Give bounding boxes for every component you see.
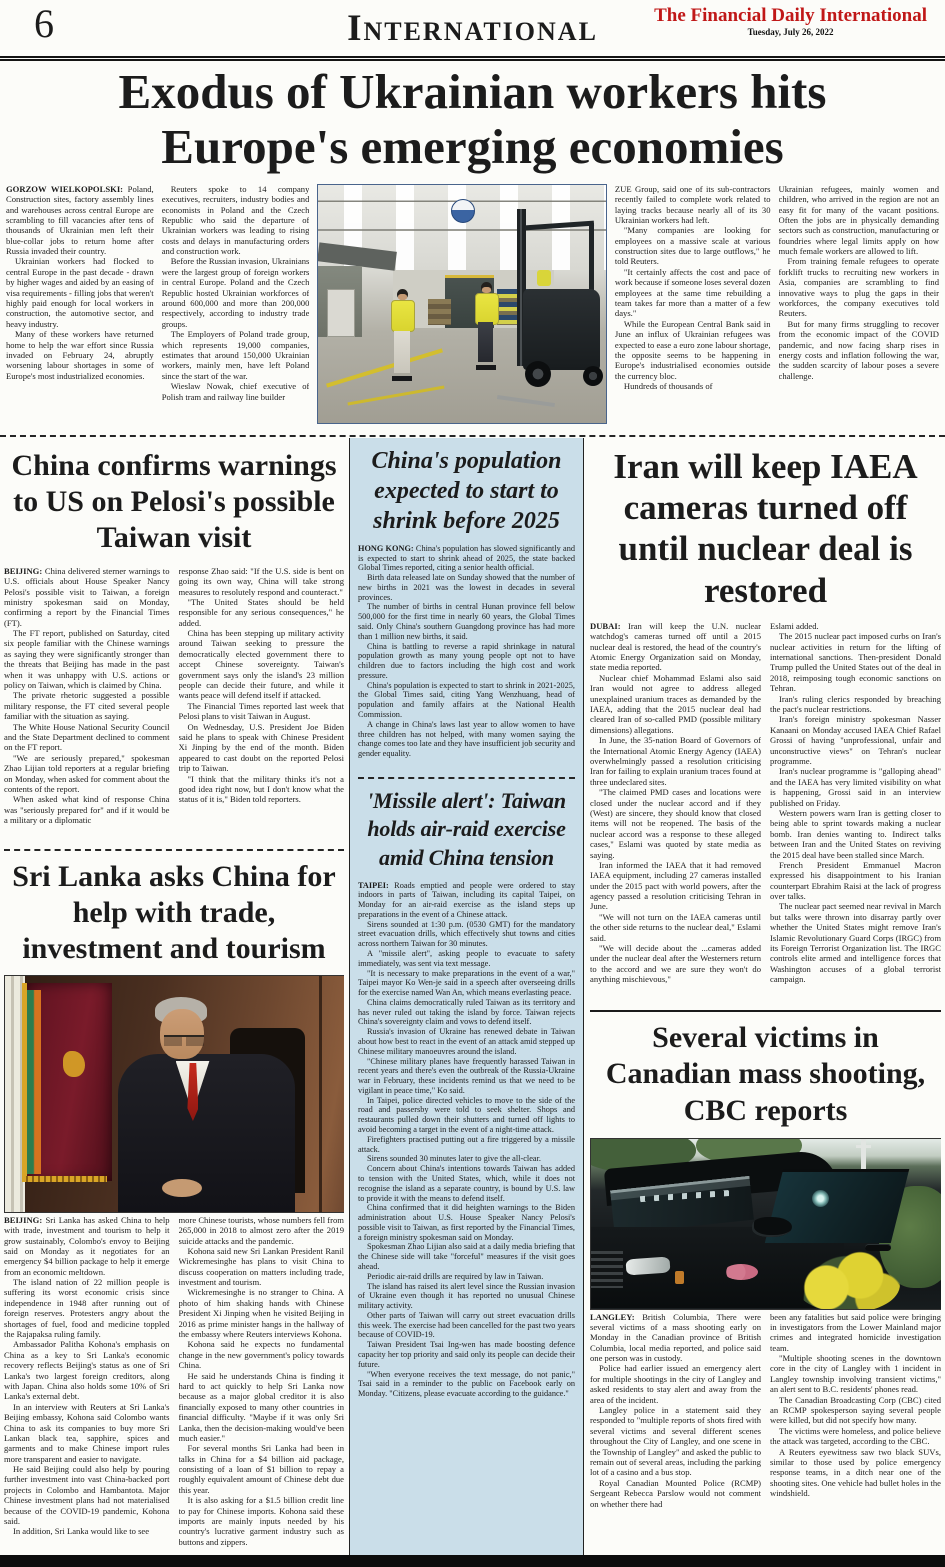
article-paragraph: response Zhao said: "If the U.S. side is bent on going its own way, China will take strong measures to resolutely respond and counteract." [178, 565, 344, 597]
bullet-hole [812, 1190, 829, 1207]
article-paragraph: Nuclear chief Mohammad Eslami also said Iran would not agree to address alleged unexplained uranium traces as demanded by the IAEA, adding that the 2015 nuclear deal had cleared Iran of so-called PMD (possible military dimensions) allegations. [590, 672, 761, 735]
article-headline: 'Missile alert': Taiwan holds air-raid exercise amid China tension [367, 787, 566, 870]
paragraph-list [590, 1363, 761, 1508]
paragraph-list [4, 628, 170, 825]
text-column [590, 621, 761, 1021]
paragraph-list [358, 920, 575, 1399]
article-paragraph: He said Beijing could also help by pouring further investment into vast China-backed port projects in Colombo and Hambantota. Major Chinese investment plans had not materialised because of the COVID-19 pandemic, Kohona said. [4, 1464, 170, 1527]
article-paragraph: Ambassador Palitha Kohona's emphasis on China as a key to Sri Lanka's economic recovery reflects Beijing's status as one of Sri Lanka's two largest foreign creditors, along with Japan. China also holds some 10% of Sri Lanka's external debt. [4, 1339, 170, 1402]
article-paragraph: A Reuters eyewitness saw two black SUVs, similar to those used by police emergency response teams, in a ditch near one of the shooting sites. One vehicle had bullet holes in the windshield. [770, 1446, 941, 1499]
article-paragraph: been any fatalities but said police were bringing in investigators from the Lower Mainland major crimes and integrated homicide investigation team. [770, 1311, 941, 1353]
article-paragraph: ZUE Group, said one of its sub-contractors recently failed to complete work related to laying tracks because nearly all of its 30 Ukrainian workers had left. [614, 183, 771, 225]
article-paragraph: The victims were homeless, and police believe the attack was targeted, according to the CBC. [770, 1425, 941, 1447]
article-paragraph: Concern about China's intentions towards Taiwan has added to tension with the United States, which, while it does not recognise the island as a separate country, is bound by U.S. law to provide it with the means to defend itself. [358, 1164, 575, 1203]
article-paragraph: Hundreds of thousands of [623, 381, 713, 392]
paragraph-list [770, 1353, 941, 1498]
forklift-wheel [583, 366, 603, 386]
article-paragraph: While the European Central Bank said in June an influx of Ukrainian refugees was expected to ease a euro zone labour shortage, the opposite seems to be happening in Europe's industrialised economies outside the currency bloc. [614, 318, 771, 381]
article-columns [590, 621, 941, 1021]
issue-date: Tuesday, July 26, 2022 [747, 26, 834, 37]
worker-shoes [476, 365, 496, 370]
article-paragraph: It is also asking for a $1.5 billion credit line to pay for Chinese imports. Kohona said these imports are mainly inputs needed by his country's lucrative garment industry such as buttons and zippers. [178, 1495, 344, 1547]
article-paragraph: Langley police in a statement said they responded to "multiple reports of shots fired with several victims and several different scenes throughout the City of Langley, and one scene in the Township of Langley" and asked the public to remain out of several areas, including the parking lot of a casino and a bus stop. [590, 1405, 761, 1478]
worker-figure-left [390, 289, 416, 381]
article-paragraph: "Many companies are looking for employees on a massive scale at various construction sites due to large outflows," he told Reuters. [614, 225, 771, 267]
section-rule [0, 435, 945, 437]
article-paragraph [4, 566, 170, 628]
worker-shoes [392, 376, 412, 381]
paragraph-list [590, 673, 761, 985]
article-paragraph: "The United States should be held responsible for any serious consequences," he added. [178, 596, 344, 628]
forklift-body [523, 289, 601, 370]
ambassador-suit [118, 1054, 295, 1212]
article-paragraph: In an interview with Reuters at Sri Lanka's Beijing embassy, Kohona said Colombo wants China to ask its companies to buy more Sri Lankan black tea, sapphire, spices and garments and to make Chinese import rules more transparent and easier to navigate. [4, 1401, 170, 1464]
text-column [4, 566, 170, 850]
eyeglasses [164, 1035, 204, 1046]
article-paragraph: The Employers of Poland trade group, which represents 19,000 companies, estimates that around 150,000 Ukrainian workers, mainly men, have left Poland since the start of the war. [161, 329, 310, 381]
article-paragraph: "The claimed PMD cases and locations were closed under the nuclear accord and if they (West) are sincere, they should know that closed items will not be reopened. The basis of the nuclear accord was a response to these alleged cases," Eslami was quoted by state media as saying. [590, 787, 761, 860]
article-columns [590, 1312, 941, 1562]
forklift-driver-vest [537, 270, 551, 286]
paragraph-list [6, 256, 154, 381]
front-grille [591, 1251, 623, 1288]
text-column [4, 1215, 170, 1567]
article-paragraph: Russia's invasion of Ukraine has renewed debate in Taiwan about how best to react in the event of an attack amid stepped up Chinese military manoeuvres around the island. [358, 1027, 575, 1056]
dateline: GORZOW WIELKOPOLSKI: [6, 183, 124, 194]
article-headline: Iran will keep IAEA cameras turned off until nuclear deal is restored [613, 446, 918, 610]
article-paragraph: "We are seriously prepared," spokesman Zhao Lijian told reporters at a regular briefing on Monday, when asked for comment about the contents of the report. [4, 752, 170, 794]
article-columns [4, 1215, 344, 1567]
paragraph-text: Roads emptied and people were ordered to stay indoors in parts of Taiwan, including its capital Taipei, on Monday for an air-raid exercise as the island steps up preparations in the event of a Chinese attack. [358, 880, 575, 919]
article-paragraph [6, 184, 154, 257]
article-paragraph: The nuclear pact seemed near revival in March but talks were thrown into disarray partly over whether the United States might remove Iran's Islamic Revolutionary Guard Corps (IRGC) from its Foreign Terrorist Organization list. The IRGC controls elite armed and intelligence forces that Washington accuses of a global terrorist campaign. [770, 901, 941, 985]
article-paragraph: Ukrainian workers had flocked to central Europe in the past decade - drawn by higher wages and aided by an easing of visa requirements - filling jobs that weren't highly paid enough for local workers in construction, the automotive sector, and heavy industry. [6, 256, 154, 329]
paragraph-list [179, 597, 345, 805]
article-headline: China confirms warnings to US on Pelosi's possible Taiwan visit [11, 448, 337, 554]
article-paragraph [358, 881, 575, 920]
paragraph-list [615, 225, 771, 391]
hanging-sign [451, 199, 475, 223]
article-paragraph: Iran's ruling clerics responded by breaching the pact's nuclear restrictions. [770, 693, 941, 715]
article-sri-lanka [4, 852, 344, 1567]
article-paragraph: "We will decide about the ...cameras added under the nuclear deal after the Westerners return to the accord and we are sure they won't do anything mischievous," [590, 943, 761, 985]
article-paragraph: "It is necessary to make preparations in the event of a war," Taipei mayor Ko Wen-je said in a speech after overseeing drills for the exercise named Wan An, which means everlasting peace. [358, 968, 575, 998]
lead-headline: Exodus of Ukrainian workers hits Europe's emerging economies [118, 64, 827, 175]
article-paragraph: French President Emmanuel Macron expressed his disappointment to his Iranian counterpart Ebrahim Raisi at the lack of progress over talks. [770, 859, 941, 902]
article-pelosi-warnings [4, 440, 344, 848]
left-column-region [0, 438, 349, 1567]
dateline: LANGLEY: [590, 1311, 635, 1322]
hi-vis-vest [475, 293, 499, 325]
article-paragraph: The FT report, published on Saturday, cited six people familiar with the Chinese warnings as saying they were significantly stronger than the threats that Beijing has made in the past when it was unhappy with U.S. actions or policy on Taiwan, which is claimed by China. [4, 628, 170, 691]
article-taiwan-drill [358, 780, 575, 1567]
article-headline: Sri Lanka asks China for help with trade, investment and tourism [12, 859, 336, 965]
dateline: DUBAI: [590, 620, 621, 631]
article-paragraph: Many of these workers have returned home to help the war effort since Russia invaded on February 24, abruptly worsening labour shortages in some of Europe's most industrialized economies. [6, 329, 154, 381]
paragraph-list [179, 1246, 345, 1547]
flag-stripes [27, 990, 41, 1174]
paragraph-text: Poland, Construction sites, factory assembly lines and warehouses across central Europe are scrambling to fill vacancies after tens of thousands of Ukrainian men left their blue-collar jobs to return home after Russia invaded their country. [6, 183, 154, 257]
paragraph-text: Iran will keep the U.N. nuclear watchdog's cameras turned off until a 2015 nuclear deal is restored, the head of the country's Atomic Energy Organization said on Monday, state media reported. [590, 620, 761, 673]
article-paragraph: Wieslaw Nowak, chief executive of Polish tram and railway line builder [161, 381, 310, 402]
article-paragraph: Iran's nuclear programme is "galloping ahead" and the IAEA has very limited visibility on what is happening, Grossi said in an interview published on Friday. [770, 766, 941, 808]
dateline: BEIJING: [4, 565, 43, 576]
text-column [770, 1312, 941, 1562]
article-paragraph: Firefighters practised putting out a fire triggered by a missile attack. [358, 1134, 575, 1154]
middle-column-region [349, 438, 584, 1567]
article-paragraph: "I think that the military thinks it's not a good idea right now, but I don't know what the status of it is," Biden told reporters. [178, 773, 344, 805]
article-iran-iaea [590, 440, 941, 1010]
lead-column-2 [162, 184, 310, 428]
article-paragraph: China confirmed that it did heighten warnings to the Biden administration about U.S. House Speaker Nancy Pelosi's possible visit to Taiwan, as first reported by the Financial Times, a foreign ministry spokesman said on Monday. [358, 1203, 575, 1242]
dateline: TAIPEI: [358, 880, 389, 890]
article-paragraph: Iran informed the IAEA that it had removed IAEA equipment, including 27 cameras installed under the 2015 pact with world powers, after the agency passed a resolution criticising Tehran in June. [590, 859, 761, 912]
paragraph-text: Sri Lanka has asked China to help with trade, investment and tourism to help it grow sustainably, Colombo's envoy to Beijing said on Monday as it negotiates for an emergency $4 billion package to help it emerge from an economic meltdown. [4, 1214, 170, 1277]
article-paragraph: "Multiple shooting scenes in the downtown core in the city of Langley with 1 incident in Langley township involving transient victims," an alert sent to B.C. residents' phones read. [770, 1353, 941, 1395]
article-paragraph: more Chinese tourists, whose numbers fell from 265,000 in 2018 to almost zero after the 2019 suicide attacks and the pandemic. [178, 1214, 344, 1246]
paragraph-text: China delivered sterner warnings to U.S. officials about House Speaker Nancy Pelosi's possible visit to Taiwan, a foreign ministry spokesman said on Monday, confirming a report by the Financial Times (FT). [4, 565, 170, 628]
article-paragraph: Spokesman Zhao Lijian also said at a daily media briefing that the Chinese side will take "forceful" measures if the visit goes ahead. [358, 1242, 575, 1271]
article-paragraph: China is battling to reverse a rapid shrinkage in natural population growth as many young people opt not to have children due to factors including the high cost and work pressure. [358, 641, 575, 680]
article-paragraph: The Financial Times reported last week that Pelosi plans to visit Taiwan in August. [178, 700, 344, 722]
article-paragraph: The private rhetoric suggested a possible military response, the FT cited several people familiar with the situation as saying. [4, 690, 170, 722]
article-paragraph: Wickremesinghe is no stranger to China. A photo of him shaking hands with Chinese President Xi Jinping when he visited Beijing in 2016 as prime minister hangs in the hallway of the embassy where Reuters interviews Kohona. [178, 1287, 344, 1340]
article-paragraph: The island nation of 22 million people is suffering its worst economic crisis since independence in 1948 after running out of foreign reserves. Protesters angry about the shortages of fuel, food and medicine toppled the Rajapaksa ruling family. [4, 1277, 170, 1340]
article-paragraph: He said he understands China is finding it hard to act quickly to help Sri Lanka now because as a major global creditor it is also financially exposed to many other countries in financial difficulty. "Maybe if it was only Sri Lanka, then the decision-making would've been much easier." [178, 1370, 344, 1443]
dateline: BEIJING: [4, 1214, 43, 1225]
door-handle [865, 1244, 891, 1251]
text-column [770, 621, 941, 1021]
article-paragraph: Sirens sounded 30 minutes later to give the all-clear. [367, 1154, 541, 1164]
article-paragraph: Periodic air-raid drills are required by law in Taiwan. [367, 1271, 544, 1281]
masthead-block [654, 6, 927, 37]
article-paragraph: Other parts of Taiwan will carry out street evacuation drills this week. The exercise had been cancelled for the past two years because of COVID-19. [358, 1310, 575, 1340]
article-paragraph: The island has raised its alert level since the Russian invasion of Ukraine even though it has reported no unusual Chinese military activity. [358, 1281, 575, 1311]
clasped-hands [162, 1179, 202, 1197]
article-paragraph: "It certainly affects the cost and pace of work because if someone loses several dozen employees at the same time rebuilding a team takes far more than a matter of a few days." [614, 266, 771, 319]
article-paragraph: Iran's foreign ministry spokesman Nasser Kanaani on Monday accused IAEA Chief Rafael Grossi of having "unprofessional, unfair and unconstructive views" on Tehran's nuclear programme. [770, 714, 941, 766]
article-paragraph: In Taipei, police directed vehicles to move to the side of the road and passersby were told to seek shelter. Shops and restaurants pulled down their shutters and turned off lights to avoid becoming a target in the event of a night-time attack. [358, 1095, 575, 1135]
article-paragraph: From training female refugees to operate forklift trucks to recruiting new workers in Asia, companies are scrambling to find innovative ways to plug the gaps in their workforces, the company executives told Reuters. [778, 256, 939, 319]
article-paragraph: "We will not turn on the IAEA cameras until the other side returns to the nuclear deal," Eslami said. [590, 911, 761, 943]
side-marker-light [675, 1271, 684, 1284]
article-canada-shooting [590, 1012, 941, 1567]
article-paragraph: When asked what kind of response China was "seriously prepared for" and if it would be a military or a diplomatic [4, 794, 170, 826]
lead-column-4 [615, 184, 771, 428]
page-grid [0, 438, 945, 1567]
article-paragraph: Eslami added. [770, 620, 819, 631]
article-paragraph: The 2015 nuclear pact imposed curbs on Iran's nuclear activities in return for the lifting of international sanctions. Then-president Donald Trump pulled the United States out of the deal in 2018, reimposing tough economic sanctions on Tehran. [770, 631, 941, 694]
article-paragraph: In June, the 35-nation Board of Governors of the International Atomic Energy Agency (IAEA) overwhelmingly passed a resolution criticising Iran for failing to explain uranium traces found at three undeclared sites. [590, 735, 761, 787]
article-paragraph: But for many firms struggling to recover from the economic impact of the COVID pandemic, and now facing sharp rises in energy costs and inflation following the war, the sudden scarcity of labour poses a severe challenge. [778, 318, 939, 381]
paragraph-list [779, 256, 940, 381]
article-paragraph: Police had earlier issued an emergency alert for multiple shootings in the city of Langley and asked residents to stay alert and away from the area of the incident. [590, 1363, 761, 1405]
lead-column-1 [6, 184, 154, 428]
article-paragraph [4, 1215, 170, 1277]
text-column [179, 566, 345, 850]
article-paragraph [590, 621, 761, 673]
canada-photo-suv [590, 1138, 941, 1310]
right-column-region [584, 438, 945, 1567]
article-paragraph: A "missile alert", asking people to evacuate to safety immediately, was sent via text message. [358, 948, 575, 968]
lead-photo-warehouse [317, 184, 607, 424]
headlight [626, 1256, 671, 1275]
hi-vis-vest [391, 300, 415, 332]
paragraph-text: British Columbia, There were several victims of a mass shooting early on Monday in the Canadian province of British Columbia, local media reported, and police said one person was in custody. [590, 1311, 761, 1364]
worker-figure-right [474, 282, 498, 370]
article-paragraph: "When everyone receives the text message, do not panic," Tsai said in a reminder to the public on Facebook early on Monday. "Citizens, please evacuate according to the guidance." [358, 1369, 575, 1399]
article-paragraph: The number of births in central Hunan province fell below 500,000 for the first time in nearly 60 years, the Global Times said. Only China's southern Guangdong province has had more than 1 million new births, it said. [358, 602, 575, 641]
sri-lanka-photo-ambassador [4, 975, 344, 1213]
article-paragraph: Before the Russian invasion, Ukrainians were the largest group of foreign workers in central Europe. Poland and the Czech Republic hosted Ukrainian workforces of around 600,000 and more than 200,000 respectively, according to industry trade groups. [161, 256, 310, 329]
article-paragraph: Royal Canadian Mounted Police (RCMP) Sergeant Rebecca Parslow would not comment on whether there had [590, 1477, 761, 1509]
article-paragraph: Kohona said new Sri Lankan President Ranil Wickremesinghe has plans to visit China to discuss cooperation on matters including trade, investment and tourism. [178, 1245, 344, 1288]
flag-lion-emblem [63, 1051, 85, 1077]
article-paragraph: China's population is expected to start to shrink in 2021-2025, the Global Times said, citing Yang Wenzhuang, head of population and family affairs at the National Health Commission. [358, 680, 575, 719]
article-headline: China's population expected to start to shrink before 2025 [371, 447, 562, 534]
forklift-wheel [525, 361, 551, 387]
article-china-population [358, 440, 575, 776]
text-column [590, 1312, 761, 1562]
article-paragraph: For several months Sri Lanka had been in talks in China for a $4 billion aid package, consisting of a loan of $1 billion to repay a roughly equivalent amount of Chinese debt due this year. [178, 1443, 344, 1495]
side-mirror [752, 1217, 792, 1237]
pallet-boxes [428, 299, 451, 325]
page-header [0, 0, 945, 56]
article-paragraph: On Wednesday, U.S. President Joe Biden said he plans to speak with Chinese President Xi Jinping by the end of the month. Biden appeared to cast doubt on the reported Pelosi trip to Taiwan. [178, 721, 344, 774]
article-paragraph: Kohona said he expects no fundamental change in the new government's policy towards China. [178, 1339, 344, 1371]
article-paragraph [590, 1312, 761, 1364]
article-paragraph: "Chinese military planes have frequently harassed Taiwan in recent years and there's even the outbreak of the Russia-Ukraine war in February, these incidents remind us that we need to be vigilant in peace time," Ko said. [358, 1056, 575, 1095]
article-paragraph: The Canadian Broadcasting Corp (CBC) cited an RCMP spokesperson saying several people were killed, but did not specify how many. [770, 1394, 941, 1426]
flag-fringe [22, 1176, 107, 1182]
article-paragraph [358, 544, 575, 573]
paragraph-text: China's population has slowed significantly and is expected to start to shrink ahead of 2025, the state backed Global Times reported, citing a senior health official. [358, 543, 575, 573]
floor-marking [348, 386, 445, 406]
article-rule [358, 777, 575, 779]
paragraph-list [358, 573, 575, 759]
article-paragraph: Ukrainian refugees, mainly women and children, who arrived in the region are not an easy fit for many of the vacant positions. Often the jobs are in physically demanding sectors such as construction, manufacturing or foundries where legal limits apply on how much female workers are allowed to lift. [778, 183, 939, 257]
article-paragraph: China claims democratically ruled Taiwan as its territory and has never ruled out taking the island by force. Taiwan rejects China's sovereignty claim and vows to defend itself. [358, 997, 575, 1027]
article-paragraph: Sirens sounded at 1:30 p.m. (0530 GMT) for the mandatory street evacuation drills, which effectively shut towns and cities across northern Taiwan for 30 minutes. [358, 919, 575, 949]
worker-legs [394, 331, 410, 373]
article-paragraph: China has been stepping up military activity around Taiwan seeking to pressure the democratically elected government there to accept Chinese sovereignty. Taiwan's government says only the island's 23 million people can decide their future, and while it wants peace will defend itself if attacked. [178, 628, 344, 701]
yellow-flowers [795, 1251, 900, 1310]
lead-article-body [0, 180, 945, 434]
article-paragraph: A change in China's laws last year to allow women to have three children has not helped, with many women saying the change comes too late and they have insufficient job security and gender equality. [358, 719, 575, 759]
article-paragraph: The White House National Security Council and the State Department declined to comment on the FT report. [4, 721, 170, 753]
article-columns [4, 566, 344, 850]
article-paragraph: Reuters spoke to 14 company executives, recruiters, industry bodies and economists in Poland and the Czech Republic who said the departure of Ukrainian workers was leading to rising costs and delays in manufacturing orders and construction work. [161, 183, 310, 257]
forklift-fork [497, 395, 554, 407]
bottom-rule-bar [0, 1555, 945, 1567]
article-paragraph: In addition, Sri Lanka would like to see [13, 1526, 150, 1537]
lead-column-5 [779, 184, 940, 428]
worker-legs [478, 322, 493, 362]
white-cabinet [327, 289, 355, 336]
paragraph-list [770, 631, 941, 984]
article-paragraph: Western powers warn Iran is getting closer to being able to sprint towards making a nuclear bomb. Iran denies wanting to. Indirect talks between Iran and the United States on reviving the 2015 deal have been stalled since March. [770, 807, 941, 860]
floor-marking [326, 348, 443, 387]
paragraph-list [4, 1277, 170, 1537]
page-number: 6 [34, 1, 54, 46]
paragraph-list [162, 184, 310, 402]
masthead-title: The Financial Daily International [654, 5, 927, 26]
section-title: International [347, 8, 598, 49]
article-paragraph: Birth data released late on Sunday showed that the number of new births in 2021 was the lowest in decades in several provinces. [358, 573, 575, 602]
door-frame [319, 976, 322, 1212]
article-headline: Several victims in Canadian mass shooting, CBC reports [605, 1020, 926, 1127]
text-column [179, 1215, 345, 1567]
dateline: HONG KONG: [358, 543, 414, 553]
article-rule [4, 849, 344, 851]
article-paragraph: Taiwan President Tsai Ing-wen has made boosting defence capacity her top priority and said only its people can decide their future. [358, 1340, 575, 1369]
